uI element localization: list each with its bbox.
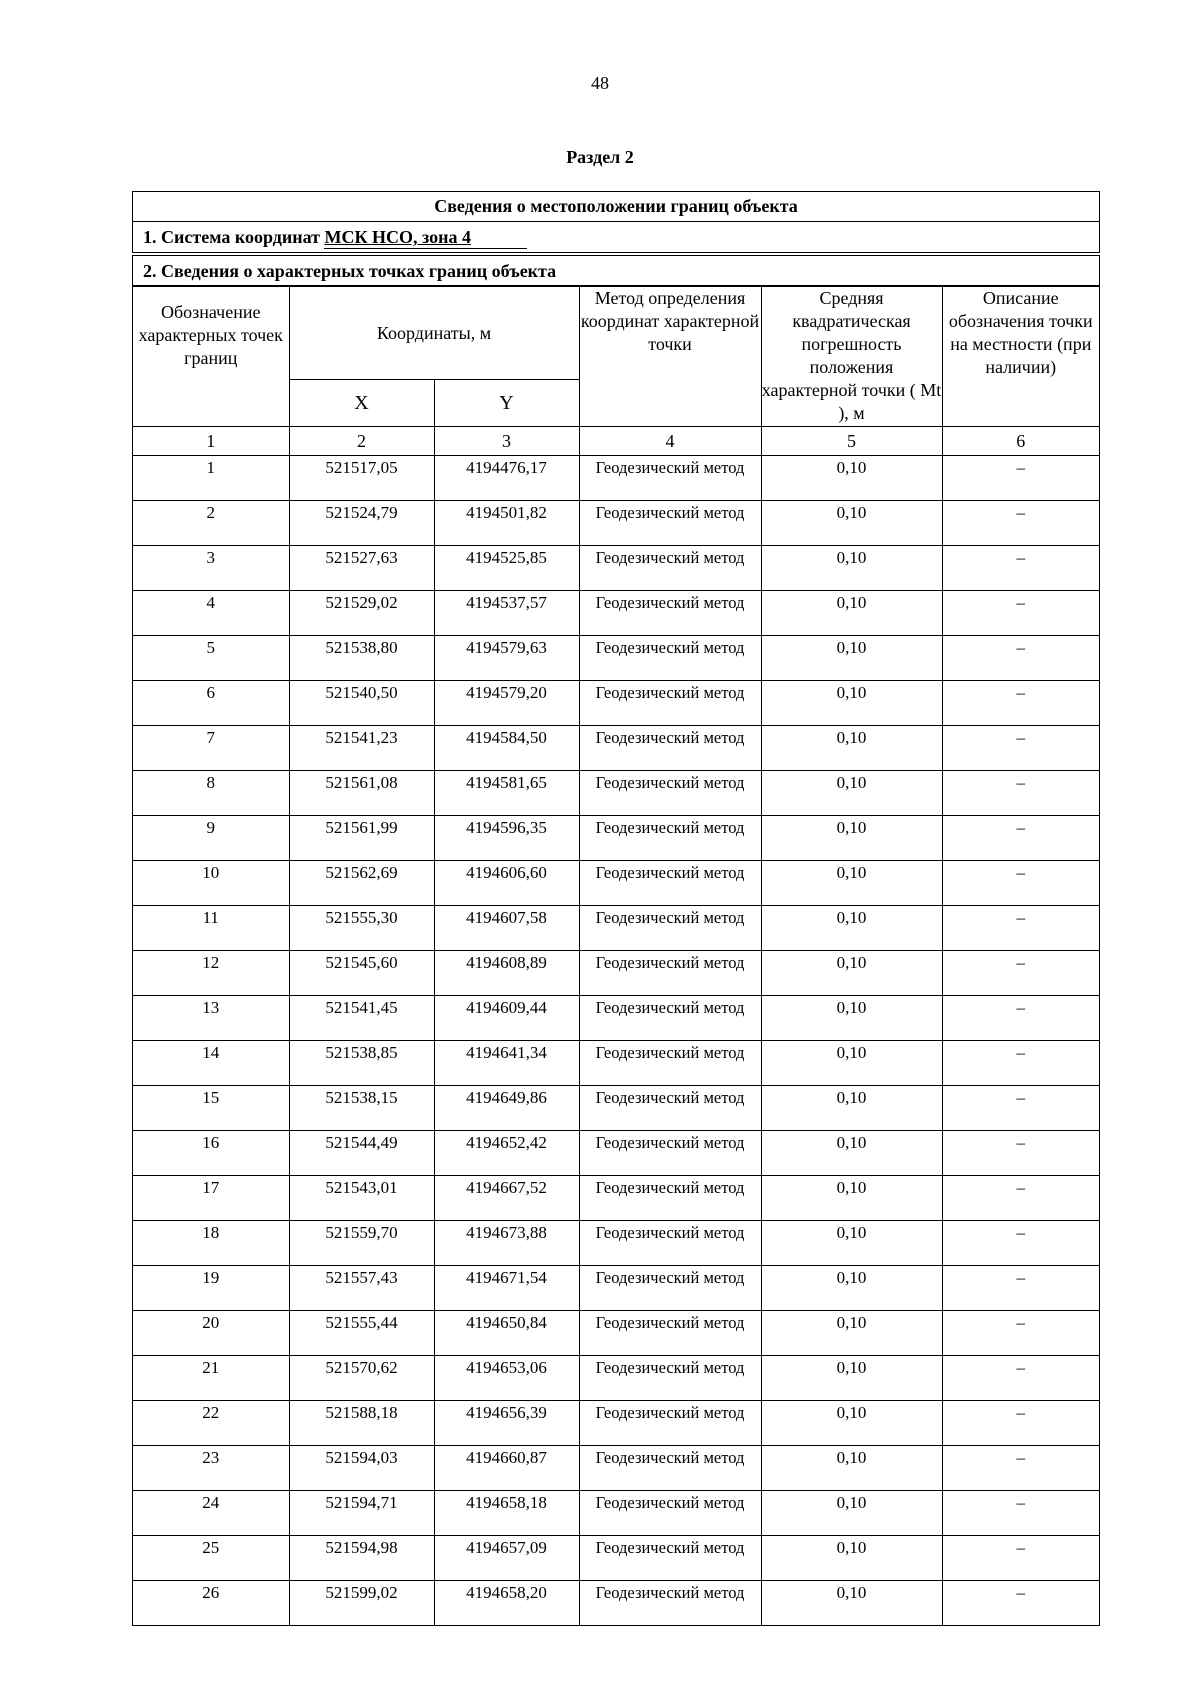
x-coordinate-cell: 521559,70 [289,1221,434,1266]
description-cell: – [942,726,1099,771]
point-number-cell: 14 [133,1041,289,1086]
method-cell: Геодезический метод [579,1176,761,1221]
description-cell: – [942,1356,1099,1401]
y-coordinate-cell: 4194641,34 [434,1041,579,1086]
x-coordinate-cell: 521538,80 [289,636,434,681]
column-number: 5 [761,427,942,456]
table-row [133,951,1099,996]
table-row [133,1086,1099,1131]
table-row [133,591,1099,636]
point-number-cell: 19 [133,1266,289,1311]
error-cell: 0,10 [761,1266,942,1311]
points-heading: 2. Сведения о характерных точках границ объекта [133,256,1099,286]
point-number-cell: 8 [133,771,289,816]
error-cell: 0,10 [761,681,942,726]
error-cell: 0,10 [761,456,942,501]
description-cell: – [942,816,1099,861]
y-coordinate-cell: 4194476,17 [434,456,579,501]
method-cell: Геодезический метод [579,951,761,996]
x-coordinate-cell: 521544,49 [289,1131,434,1176]
error-cell: 0,10 [761,1176,942,1221]
error-cell: 0,10 [761,546,942,591]
method-cell: Геодезический метод [579,1311,761,1356]
table-row [133,501,1099,546]
x-coordinate-cell: 521594,03 [289,1446,434,1491]
point-number-cell: 20 [133,1311,289,1356]
col-header-method: Метод определения координат характерной точки [579,287,761,427]
col-header-x: X [289,380,434,427]
point-number-cell: 22 [133,1401,289,1446]
error-cell: 0,10 [761,1041,942,1086]
point-number-cell: 2 [133,501,289,546]
method-cell: Геодезический метод [579,456,761,501]
point-number-cell: 18 [133,1221,289,1266]
points-table-body [133,456,1099,1626]
y-coordinate-cell: 4194596,35 [434,816,579,861]
error-cell: 0,10 [761,906,942,951]
table-row [133,726,1099,771]
description-cell: – [942,636,1099,681]
x-coordinate-cell: 521555,30 [289,906,434,951]
y-coordinate-cell: 4194581,65 [434,771,579,816]
point-number-cell: 15 [133,1086,289,1131]
table-row [133,636,1099,681]
table-row [133,816,1099,861]
column-number: 3 [434,427,579,456]
table-row [133,1581,1099,1626]
x-coordinate-cell: 521557,43 [289,1266,434,1311]
x-coordinate-cell: 521594,71 [289,1491,434,1536]
description-cell: – [942,1581,1099,1626]
column-number: 4 [579,427,761,456]
error-cell: 0,10 [761,1086,942,1131]
y-coordinate-cell: 4194658,18 [434,1491,579,1536]
y-coordinate-cell: 4194608,89 [434,951,579,996]
description-cell: – [942,456,1099,501]
description-cell: – [942,1401,1099,1446]
point-number-cell: 23 [133,1446,289,1491]
error-cell: 0,10 [761,1356,942,1401]
method-cell: Геодезический метод [579,771,761,816]
description-cell: – [942,1536,1099,1581]
x-coordinate-cell: 521599,02 [289,1581,434,1626]
point-number-cell: 11 [133,906,289,951]
x-coordinate-cell: 521545,60 [289,951,434,996]
x-coordinate-cell: 521588,18 [289,1401,434,1446]
point-number-cell: 3 [133,546,289,591]
column-number-row [133,427,1099,456]
x-coordinate-cell: 521541,23 [289,726,434,771]
description-cell: – [942,861,1099,906]
table-row [133,1446,1099,1491]
table-row [133,861,1099,906]
column-number: 2 [289,427,434,456]
x-coordinate-cell: 521524,79 [289,501,434,546]
description-cell: – [942,951,1099,996]
error-cell: 0,10 [761,1401,942,1446]
error-cell: 0,10 [761,501,942,546]
description-cell: – [942,906,1099,951]
y-coordinate-cell: 4194673,88 [434,1221,579,1266]
error-cell: 0,10 [761,861,942,906]
error-cell: 0,10 [761,1446,942,1491]
error-cell: 0,10 [761,816,942,861]
coord-system-value: МСК НСО, зона 4 [324,226,527,249]
point-number-cell: 5 [133,636,289,681]
error-cell: 0,10 [761,1581,942,1626]
method-cell: Геодезический метод [579,1356,761,1401]
method-cell: Геодезический метод [579,546,761,591]
point-number-cell: 9 [133,816,289,861]
x-coordinate-cell: 521538,85 [289,1041,434,1086]
description-cell: – [942,1311,1099,1356]
method-cell: Геодезический метод [579,636,761,681]
column-number: 6 [942,427,1099,456]
method-cell: Геодезический метод [579,1581,761,1626]
table-row [133,1266,1099,1311]
table-row [133,546,1099,591]
error-cell: 0,10 [761,1491,942,1536]
description-cell: – [942,996,1099,1041]
table-row [133,681,1099,726]
error-cell: 0,10 [761,996,942,1041]
location-title: Сведения о местоположении границ объекта [133,192,1099,222]
column-number: 1 [133,427,289,456]
x-coordinate-cell: 521517,05 [289,456,434,501]
description-cell: – [942,1131,1099,1176]
method-cell: Геодезический метод [579,501,761,546]
description-cell: – [942,1176,1099,1221]
x-coordinate-cell: 521543,01 [289,1176,434,1221]
description-cell: – [942,591,1099,636]
table-row [133,1041,1099,1086]
y-coordinate-cell: 4194656,39 [434,1401,579,1446]
y-coordinate-cell: 4194584,50 [434,726,579,771]
error-cell: 0,10 [761,1536,942,1581]
error-cell: 0,10 [761,1311,942,1356]
y-coordinate-cell: 4194579,20 [434,681,579,726]
points-box [132,255,1100,1626]
coord-system-row [133,222,1099,253]
error-cell: 0,10 [761,1131,942,1176]
method-cell: Геодезический метод [579,906,761,951]
description-cell: – [942,771,1099,816]
y-coordinate-cell: 4194606,60 [434,861,579,906]
col-header-coords: Координаты, м [289,287,579,380]
col-header-y: Y [434,380,579,427]
y-coordinate-cell: 4194537,57 [434,591,579,636]
section-title: Раздел 2 [566,147,634,167]
y-coordinate-cell: 4194525,85 [434,546,579,591]
x-coordinate-cell: 521529,02 [289,591,434,636]
method-cell: Геодезический метод [579,726,761,771]
x-coordinate-cell: 521561,99 [289,816,434,861]
page-number: 48 [591,73,609,93]
table-row [133,906,1099,951]
description-cell: – [942,1491,1099,1536]
x-coordinate-cell: 521540,50 [289,681,434,726]
point-number-cell: 25 [133,1536,289,1581]
point-number-cell: 12 [133,951,289,996]
point-number-cell: 6 [133,681,289,726]
y-coordinate-cell: 4194501,82 [434,501,579,546]
y-coordinate-cell: 4194657,09 [434,1536,579,1581]
y-coordinate-cell: 4194650,84 [434,1311,579,1356]
table-row [133,771,1099,816]
x-coordinate-cell: 521555,44 [289,1311,434,1356]
x-coordinate-cell: 521562,69 [289,861,434,906]
y-coordinate-cell: 4194649,86 [434,1086,579,1131]
description-cell: – [942,1446,1099,1491]
x-coordinate-cell: 521538,15 [289,1086,434,1131]
y-coordinate-cell: 4194609,44 [434,996,579,1041]
table-row [133,1221,1099,1266]
method-cell: Геодезический метод [579,1266,761,1311]
method-cell: Геодезический метод [579,1221,761,1266]
col-header-error: Средняя квадратическая погрешность положения характерной точки ( Mt ), м [761,287,942,427]
table-row [133,1131,1099,1176]
description-cell: – [942,1221,1099,1266]
point-number-cell: 17 [133,1176,289,1221]
point-number-cell: 10 [133,861,289,906]
y-coordinate-cell: 4194653,06 [434,1356,579,1401]
method-cell: Геодезический метод [579,681,761,726]
error-cell: 0,10 [761,951,942,996]
y-coordinate-cell: 4194658,20 [434,1581,579,1626]
table-row [133,996,1099,1041]
point-number-cell: 24 [133,1491,289,1536]
y-coordinate-cell: 4194671,54 [434,1266,579,1311]
col-header-point: Обозначение характерных точек границ [133,287,289,427]
error-cell: 0,10 [761,591,942,636]
description-cell: – [942,1086,1099,1131]
method-cell: Геодезический метод [579,591,761,636]
x-coordinate-cell: 521570,62 [289,1356,434,1401]
point-number-cell: 4 [133,591,289,636]
table-row [133,1311,1099,1356]
point-number-cell: 13 [133,996,289,1041]
x-coordinate-cell: 521541,45 [289,996,434,1041]
method-cell: Геодезический метод [579,996,761,1041]
method-cell: Геодезический метод [579,1536,761,1581]
method-cell: Геодезический метод [579,1131,761,1176]
point-number-cell: 1 [133,456,289,501]
description-cell: – [942,1266,1099,1311]
point-number-cell: 16 [133,1131,289,1176]
y-coordinate-cell: 4194667,52 [434,1176,579,1221]
description-cell: – [942,546,1099,591]
method-cell: Геодезический метод [579,861,761,906]
x-coordinate-cell: 521527,63 [289,546,434,591]
table-row [133,1536,1099,1581]
y-coordinate-cell: 4194579,63 [434,636,579,681]
table-row [133,1401,1099,1446]
location-header-box [132,191,1100,253]
y-coordinate-cell: 4194607,58 [434,906,579,951]
coord-system-label: 1. Система координат [143,227,320,247]
col-header-description: Описание обозначения точки на местности (при наличии) [942,287,1099,427]
point-number-cell: 7 [133,726,289,771]
description-cell: – [942,501,1099,546]
y-coordinate-cell: 4194660,87 [434,1446,579,1491]
description-cell: – [942,1041,1099,1086]
table-row [133,1176,1099,1221]
method-cell: Геодезический метод [579,1086,761,1131]
error-cell: 0,10 [761,1221,942,1266]
header-row [133,287,1099,380]
x-coordinate-cell: 521561,08 [289,771,434,816]
method-cell: Геодезический метод [579,1401,761,1446]
description-cell: – [942,681,1099,726]
point-number-cell: 26 [133,1581,289,1626]
point-number-cell: 21 [133,1356,289,1401]
y-coordinate-cell: 4194652,42 [434,1131,579,1176]
error-cell: 0,10 [761,726,942,771]
table-row [133,1491,1099,1536]
method-cell: Геодезический метод [579,1446,761,1491]
table-row [133,1356,1099,1401]
method-cell: Геодезический метод [579,816,761,861]
error-cell: 0,10 [761,636,942,681]
x-coordinate-cell: 521594,98 [289,1536,434,1581]
table-row [133,456,1099,501]
method-cell: Геодезический метод [579,1041,761,1086]
points-table [133,286,1099,1625]
method-cell: Геодезический метод [579,1491,761,1536]
error-cell: 0,10 [761,771,942,816]
